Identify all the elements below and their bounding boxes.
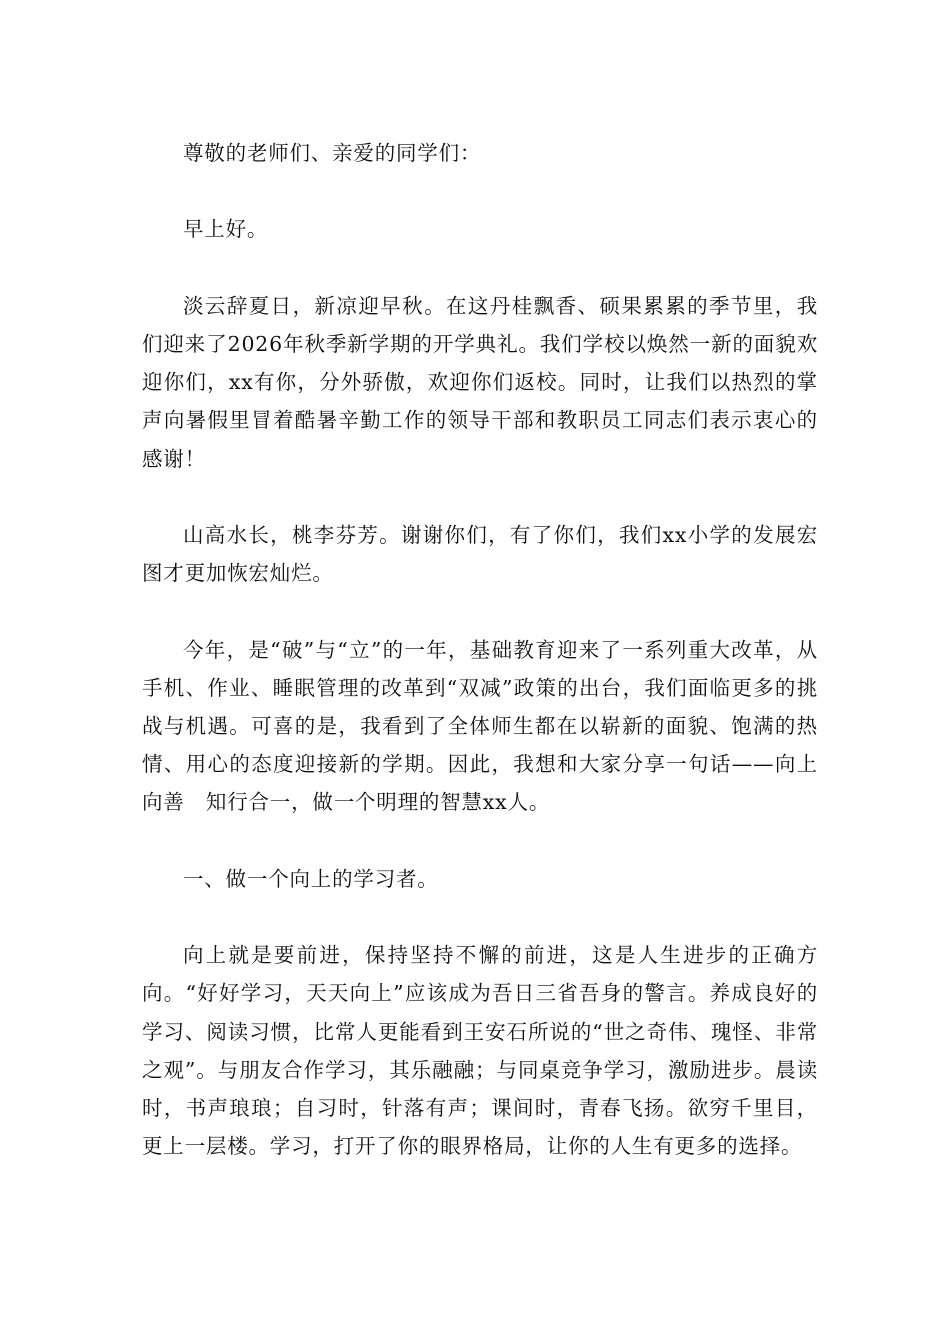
- section-heading-1: 一、做一个向上的学习者。: [183, 866, 439, 891]
- greeting-paragraph: 早上好。: [183, 217, 269, 242]
- salutation-paragraph: 尊敬的老师们、亲爱的同学们：: [183, 141, 482, 165]
- learning-paragraph: 向上就是要前进，保持坚持不懈的前进，这是人生进步的正确方向。“好好学习，天天向上”应该成为吾日三省吾身的警言。养成良好的学习、阅读习惯，比常人更能看到王安石所说的“世之奇伟、瑰怪、非常之观”。与朋友合作学习，其乐融融；与同桌竞争学习，激励进步。晨读时，书声琅琅；自习时，针落有声；课间时，青春飞扬。欲穷千里目，更上一层楼。学习，打开了你的眼界格局，让你的人生有更多的选择。: [142, 943, 818, 1159]
- thanks-paragraph: 山高水长，桃李芬芳。谢谢你们，有了你们，我们xx小学的发展宏图才更加恢宏灿烂。: [142, 522, 818, 586]
- document-body: [142, 134, 818, 1165]
- opening-paragraph: 淡云辞夏日，新凉迎早秋。在这丹桂飘香、硕果累累的季节里，我们迎来了2026年秋季新学期的开学典礼。我们学校以焕然一新的面貌欢迎你们，xx有你，分外骄傲，欢迎你们返校。同时，让我们以热烈的掌声向暑假里冒着酷暑辛勤工作的领导干部和教职员工同志们表示衷心的感谢！: [142, 293, 818, 471]
- reform-paragraph: 今年，是“破”与“立”的一年，基础教育迎来了一系列重大改革，从手机、作业、睡眠管理的改革到“双减”政策的出台，我们面临更多的挑战与机遇。可喜的是，我看到了全体师生都在以崭新的面貌、饱满的热情、用心的态度迎接新的学期。因此，我想和大家分享一句话——向上向善 知行合一，做一个明理的智慧xx人。: [142, 637, 818, 815]
